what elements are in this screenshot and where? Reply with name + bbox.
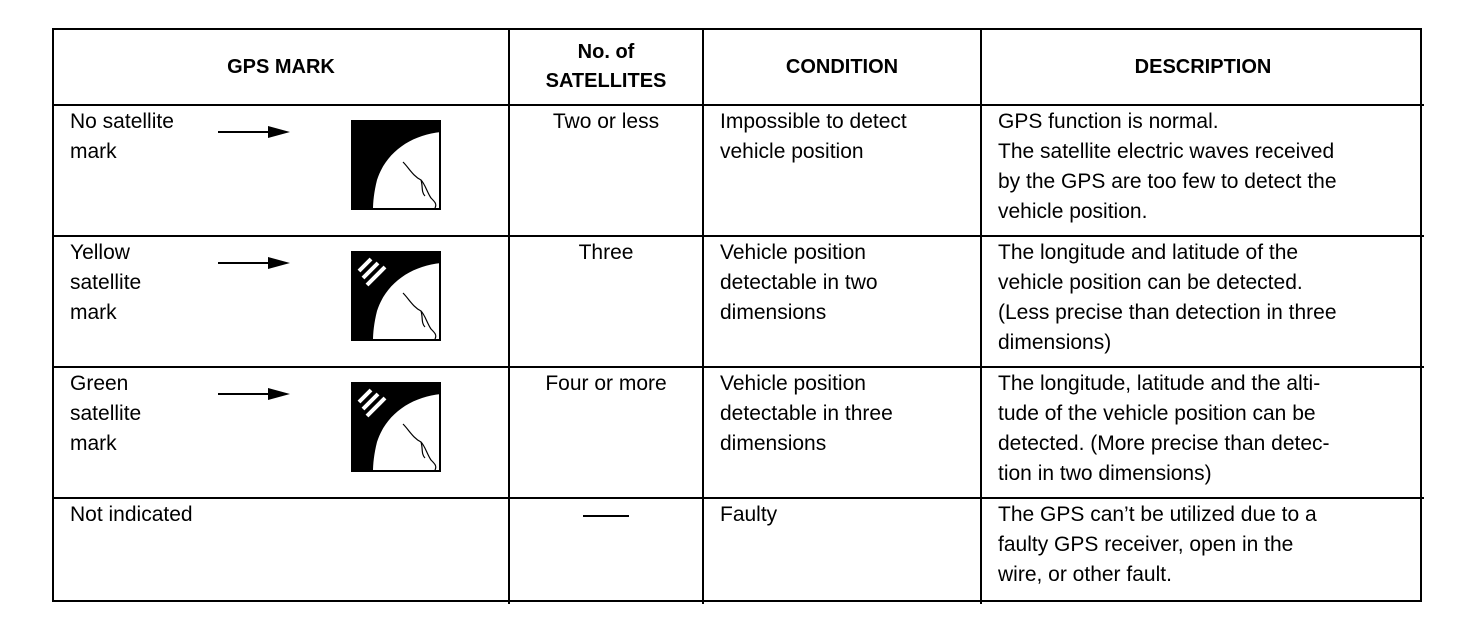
right-arrow-icon	[218, 255, 290, 271]
row-3-description-line: tude of the vehicle position can be	[998, 402, 1316, 425]
row-3-condition-line: dimensions	[720, 432, 827, 455]
row-1-mark-line: mark	[70, 140, 117, 163]
row-2-satellites	[510, 237, 704, 368]
row-4-satellites	[510, 499, 704, 604]
row-3-description	[982, 368, 1424, 499]
row-3-condition-line: detectable in three	[720, 402, 893, 425]
header-gps-mark-label: GPS MARK	[227, 55, 335, 78]
row-3-mark-label	[70, 369, 200, 459]
row-2-description-line: (Less precise than detection in three	[998, 301, 1337, 324]
row-2-mark-line: satellite	[70, 271, 142, 294]
row-2-condition-line: detectable in two	[720, 271, 878, 294]
row-3-description-line: tion in two dimensions)	[998, 462, 1212, 485]
row-4-description-line: faulty GPS receiver, open in the	[998, 533, 1294, 556]
row-3-gps-mark	[54, 368, 510, 499]
row-4-description-line: wire, or other fault.	[998, 563, 1172, 586]
row-4-condition-line: Faulty	[720, 503, 778, 526]
row-1-description-line: by the GPS are too few to detect the	[998, 170, 1337, 193]
row-4-mark-line: Not indicated	[70, 503, 193, 526]
header-description-label: DESCRIPTION	[1134, 55, 1272, 78]
row-3-description-line: detected. (More precise than detec-	[998, 432, 1330, 455]
row-1-mark-label	[70, 107, 200, 167]
row-1-mark-line: No satellite	[70, 110, 174, 133]
row-1-description-line: GPS function is normal.	[998, 110, 1219, 133]
header-condition-label: CONDITION	[785, 55, 899, 78]
row-1-satellites-value: Two or less	[552, 110, 660, 133]
row-1-satellites	[510, 106, 704, 237]
row-2-condition	[704, 237, 982, 368]
gps-mark-table	[52, 28, 1422, 602]
row-2-condition-line: dimensions	[720, 301, 827, 324]
row-1-gps-mark	[54, 106, 510, 237]
yellow-satellite-icon	[351, 251, 441, 341]
row-1-description-line: The satellite electric waves received	[998, 140, 1335, 163]
row-3-satellites	[510, 368, 704, 499]
header-satellites	[510, 30, 704, 106]
header-description	[982, 30, 1424, 106]
row-4-description	[982, 499, 1424, 604]
row-3-mark-line: Green	[70, 372, 129, 395]
row-2-description	[982, 237, 1424, 368]
no-satellite-icon	[351, 120, 441, 210]
row-2-gps-mark	[54, 237, 510, 368]
row-2-description-line: The longitude and latitude of the	[998, 241, 1299, 264]
dash-line	[583, 515, 629, 517]
row-2-mark-label	[70, 238, 200, 328]
row-1-condition	[704, 106, 982, 237]
row-2-condition-line: Vehicle position	[720, 241, 866, 264]
row-2-satellites-value: Three	[578, 241, 634, 264]
row-3-mark-line: mark	[70, 432, 117, 455]
row-4-gps-mark	[54, 499, 510, 604]
row-3-mark-line: satellite	[70, 402, 142, 425]
row-3-condition-line: Vehicle position	[720, 372, 866, 395]
right-arrow-icon	[218, 386, 290, 402]
header-condition	[704, 30, 982, 106]
row-1-description	[982, 106, 1424, 237]
row-2-mark-line: mark	[70, 301, 117, 324]
row-4-condition	[704, 499, 982, 604]
green-satellite-icon	[351, 382, 441, 472]
row-2-description-line: vehicle position can be detected.	[998, 271, 1303, 294]
header-gps-mark	[54, 30, 510, 106]
row-1-description-line: vehicle position.	[998, 200, 1148, 223]
row-1-condition-line: Impossible to detect	[720, 110, 907, 133]
row-4-description-line: The GPS can’t be utilized due to a	[998, 503, 1317, 526]
row-1-condition-line: vehicle position	[720, 140, 864, 163]
right-arrow-icon	[218, 124, 290, 140]
row-2-mark-line: Yellow	[70, 241, 130, 264]
header-satellites-line2: SATELLITES	[545, 70, 667, 92]
row-3-condition	[704, 368, 982, 499]
header-satellites-line1: No. of	[577, 41, 635, 63]
row-3-satellites-value: Four or more	[545, 372, 667, 395]
row-3-description-line: The longitude, latitude and the alti-	[998, 372, 1321, 395]
row-2-description-line: dimensions)	[998, 331, 1112, 354]
